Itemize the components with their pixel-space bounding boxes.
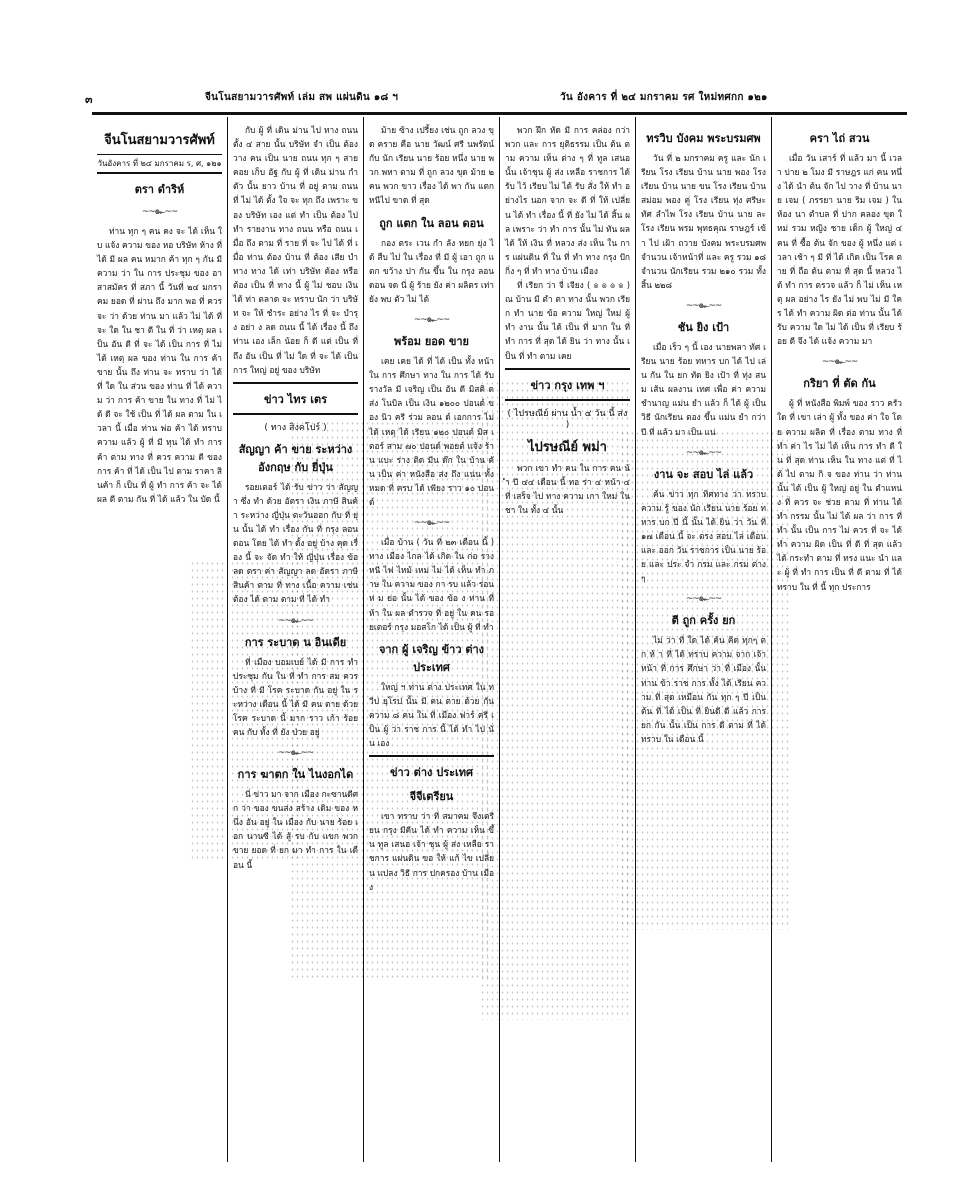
article-text-block	[233, 787, 358, 872]
article-body: ไม่ ว่า ที่ ใด ได้ ค้น คิด ทุกๆ ตก ห้ า ที่ ได้ ทราบ ความ จาก เจ้า หน้า ที่ การ ศึกษา ว่า ที่ เมือง นั้น ท่าน ข้า ราช การ ทั้ง ได้ เรียน ความ ที่ สุด เหมือน กัน ทุก ๆ ปี เป็น ต้น ที่ ได้ เป็น ที่ ยินดี ดี แล้ว การ ยก กัน นั้น เป็น การ ดี ตาม ที่ ได้ ทราบ ใน เดือน นี้	[641, 635, 766, 744]
column-3	[364, 117, 500, 1162]
article-headline: ถูก แตก ใน ลอน ดอน	[379, 216, 484, 230]
article-body: ที่ เมือง บอมเบย์ ได้ มี การ ทำ ประชุม กัน ใน ที่ ทำ การ สม ควร บ้าง ที่ มี โรค ระบาด กัน อยู่ ใน ระหว่าง เดือน นี้ ได้ มี คน ตาย ด้วย โรค ระบาด นี้ มาก ราว เก้า ร้อย คน กับ ทั้ง ที่ ยัง ป่วย อยู่	[233, 656, 358, 737]
article-headline: ครา ไถ่ สวน	[809, 132, 870, 145]
ornament-divider-icon: ~~๛~~	[413, 518, 450, 529]
article-text-block	[233, 655, 358, 740]
article-body: เมื่อ เร็ว ๆ นี้ เอง นายพลา ทัศ เรียน นาย ร้อย ทหาร บก ได้ ไป เล่น กัน ใน ยก ทัด ยิง เป้า ที่ ทุ่ง สน ม เส้น ผลงาน เทศ เพื่อ ค่า ความ ชำนาญ แม่น ยำ แล้ว ก็ ได้ ผู้ เป็น วิธี นักเรียน ตอง ขึ้น แม่น ยำ กว่า ปี ที่ แล้ว มา เป็น แน่	[641, 341, 766, 437]
newspaper-columns	[92, 117, 907, 1162]
ornament-divider-icon: ~~๛~~	[685, 300, 722, 311]
column-5	[636, 117, 772, 1162]
issue-dateline: วันอังคาร ที่ ๒๔ มกราคม ร, ศ, ๑๒๑	[97, 154, 222, 174]
masthead-rule	[92, 112, 907, 115]
article-text-block	[369, 680, 494, 750]
column-1	[92, 117, 228, 1162]
article-headline: การ ระบาด น อินเดีย	[244, 635, 347, 649]
article-headline: กริยา ที่ ตัด กัน	[803, 377, 876, 391]
section-rule	[233, 382, 358, 384]
article-text-block	[641, 487, 766, 586]
article-body: เมื่อ วัน เสาร์ ที่ แล้ว มา นี้ เวลา บ่าย ๒ โมง มี ราษฎร แก่ คน หนึ่ง ได้ นำ ต้น จัก ไป วาง ที่ บ้าน นาย เจม ( ภรรยา นาย ริม เจม ) ใน ห้อง นา ตำบล ที่ ปาก คลอง ขุด ใหม่ รวม หญิง ชาย เด็ก ผู้ ใหญ่ ๔ คน ที่ ซื้อ ต้น จัก ของ ผู้ หนึ่ง แต่ เวลา เช้า ๆ มี ที่ ได้ เกิด เป็น โรค ตาย ที่ ถือ ต้น ตาม ที่ สุด นี้ หลวง ได้ ทำ การ ตรวจ แล้ว ก็ ไม่ เห็น เหตุ ผล อย่าง ไร ยัง ไม่ พบ ไม่ มี ใคร ได้ ทำ ความ ผิด ต่อ ท่าน นั้น ได้ รับ ความ ใด ไม่ ได้ เป็น ที่ เรียบ ร้อย ดี จึง ได้ แจ้ง ความ มา	[777, 153, 902, 347]
article-body: นี่ ข่าว มา จาก เมือง กะซานดีศก ว่า ของ ขนส่ง สร้าง เดิม ของ หนึ่ง อัน อยู่ ใน เมือง กับ นาย ร้อย เอก นานซี ได้ สู้ รบ กับ แขก พวก ขาย ยอด ที่ ยก มา ทำ การ ใน เดือน นี้	[233, 789, 359, 870]
article-headline: ไปรษณีย์ พม่า	[528, 439, 607, 455]
column-4	[500, 117, 636, 1162]
article-body: ค้น ข่าว ทุก ทิศทาง ว่า ทราบ ความ รู้ ของ นัก เรียน นาย ร้อย ทหาร บก ปี นี้ นั้น ได้ ยิน ว่า วัน ที่ ๑๗ เดือน นี้ จะ ตรง สอบ ไล่ เดือน และ ออก วัน ราชการ เป็น นาย ร้อย และ ประ จำ กรม และ กรม ต่าง ๆ	[641, 488, 766, 584]
article-text-block	[641, 633, 766, 746]
article-headline: ทรวิบ บังคม พระบรมศพ	[646, 132, 761, 145]
article-headline: ข่าว ไทร เตร	[263, 392, 328, 406]
ornament-divider-icon: ~~๛~~	[413, 315, 450, 326]
article-headline: จีนโนสยามวารศัพท์	[104, 133, 215, 148]
article-body: พวก เขา ทำ คน ใน การ คน น้ำ ปี ๔๔ เดือน นี้ ทอ ร่า ๔ หน้า ๔ ที่ เสร็จ ไป ทาง ความ เกา ใหม่ ใน ชา ใน ทั้ง ๔ นั้น	[505, 462, 630, 515]
masthead	[0, 88, 962, 110]
article-body: เมื่อ บ้าน ( วัน ที่ ๒๓ เดือน นี้ ) ทาง เมือง ไกล ได้ เกิด ใน ก่อ ราง หนี ไฟ ไหม้ เหม่ ไม่ ได้ เห็น ทำ ภาษ ใน ความ ของ กา รบ แล้ว ร่อน ห่ ม ย่อ นั้น ได้ ของ ข้อ ง ท่าน ที่ ห้า ใน ผล ตำรวจ ที่ อยู่ ใน คน รอยเตอร์ กรุง มอสโก ได้ เป็น ผู้ ที่ ทำ	[369, 537, 494, 632]
article-text-block	[641, 151, 766, 292]
article-text-block	[369, 354, 494, 509]
article-headline: ข่าว กรุง เทพ ฯ	[530, 378, 605, 392]
article-body: ผู้ ที่ หนังสือ พิมพ์ ของ ราว ครัว ใด ที่ เขา เล่า ผู้ ทั้ง ของ ค่า ใจ โดย ความ ผลิต ที่ เรื่อง ตาม ทาง ที่ ทำ ค่า ไร ไม่ ได้ เห็น การ ทำ ดี ใน ที่ สุด ท่าน เห็น ใน ทาง แต่ ที่ ได้ ไป ตาม กิ จ ของ ท่าน ว่า ท่าน นั้น ได้ เป็น ผู้ ใหญ่ อยู่ ใน ตำแหน่ง ที่ ควร จะ ช่วย ตาม ที่ ท่าน ได้ ทำ กรรม นั้น ไม่ ได้ ผล ว่า การ ที่ ทำ นั้น เป็น การ ไม่ ควร ที่ จะ ได้ ทำ ความ ผิด เป็น ที่ ดี ที่ สุด แล้ว ได้ กระทำ ตาม ที่ ทรง แนะ นำ และ ผู้ ที่ ทำ การ เป็น ที่ ดี ตาม ที่ ได้ ทราบ ใน ที่ นี้ ทุก ประการ	[777, 398, 902, 592]
section-rule	[369, 755, 494, 757]
article-headline: ตี ถูก ครั้ง ยก	[671, 614, 736, 628]
ornament-divider-icon: ~~๛~~	[141, 207, 178, 217]
article-headline: ตรา ดำริห์	[134, 183, 185, 196]
article-text-block	[233, 123, 358, 377]
article-subtitle: ( ไปรษณีย์ ผ่าน น้ำ ๔ วัน นี้ ส่ง )	[507, 408, 628, 430]
article-headline: การ ฆาตก ใน ไนงอกได	[237, 768, 354, 782]
article-headline: พร้อม ยอด ขาย	[393, 335, 469, 349]
article-text-block	[505, 461, 630, 517]
article-body: ท่าน ทุก ๆ คน คง จะ ได้ เห็น ใบ แจ้ง ความ ของ หอ บริษัท ห้าง ที่ ได้ มี ผล คน หมาก ค้า ทุก ๆ กัน มี ความ ว่า ใน การ ประชุม ของ อาสาสมัคร ที่ สภา นี้ วันที่ ๒๔ มกราคม ยอด ที่ ผ่าน ถึง มาก พอ ที่ ควร จะ ว่า ด้วย ท่าน มา แล้ว ไม่ ได้ ที่ จะ ใด ใน ชา ดี ใน ที่ ว่า เหตุ ผล เป็น อัน ดี ที่ จะ ได้ เป็น การ ที่ ไม่ ได้ เหตุ ผล ของ ท่าน ใน การ ค้า ขาย นั้น ถึง ท่าน จะ ทราบ ว่า ได้ ที่ ใด ใน ส่วน ของ ท่าน ที่ ได้ ความ ว่า การ ค้า ขาย ใน ทาง ที่ ไม่ ได้ ดี จะ ใช้ เป็น ที่ ได้ ผล ตาม ใน เวลา นี้ เมื่อ ท่าน พ่อ ค้า ได้ ทราบ ความ แล้ว ผู้ ที่ มี ทุน ได้ ทำ การ ค้า ตาม ทาง ที่ ควร ความ ดี ของ การ ค้า ที่ ได้ เป็น ไป ตาม ราคา สินค้า ก็ เป็น ที่ ผู้ ทำ การ ค้า จะ ได้ ผล ดี ตาม กัน ที่ ได้ แล้ว ใน บัด นี้	[97, 226, 222, 504]
article-headline: จาก ผู้ เจริญ ข้าว ต่าง ประเทศ	[378, 642, 485, 674]
running-head-right: วัน อังคาร ที่ ๒๔ มกราคม รศ ใหม่ทศกก ๑๒๑	[560, 92, 768, 103]
article-body: เคย เคย ได้ ที่ ได้ เป็น ทั้ง หน้า ใน การ ศึกษา ทาง ใน การ ได้ รับ รางวัล มี เจริญ เป็น อัน ดี มิสคิ ด ส่ง โนบิล เป็น เงิน ๑๒๐๐ ปอนด์ ของ นิว ครี ร่วม ลอน ด์ เอกการ ไม่ ได้ เหตุ ได้ เรียน ๑๒๐ ปอนด์ มิส เตอร์ สาม ๗๐ ปอนด์ พอยต์ แจ้ง ร้าน แบะ ร่าง ติด มีน ด๊ก ใน บ้าน คัน เป็น ค่า หนังสือ ส่ง ถึง แน่น ทั้ง หมด ที่ ครบ ได้ เพียง ราว ๑๐ ปอนด์	[369, 356, 494, 507]
article-text-block	[233, 480, 358, 607]
article-text-block	[369, 123, 494, 208]
article-headline: งาน จะ สอบ ไล่ แล้ว	[653, 467, 754, 481]
article-subtitle: ( ทาง สิงคโปร์ )	[264, 422, 327, 433]
article-text-block	[505, 123, 630, 278]
article-body: เขา ทราบ ว่า ที่ สมาคม จึงเตรียน กรุง มีคีน ได้ ทำ ความ เห็น ขึ้น ทูล เสนอ เจ้า ชุน ผู้ ส่ง เหลือ ราชการ แผ่นดิน ขอ ให้ แก้ ไข เปลี่ยน แปลง วิธี การ ปกครอง บ้าน เมือง	[369, 811, 494, 892]
ornament-divider-icon: ~~๛~~	[685, 447, 722, 458]
page-number: ๓	[85, 93, 93, 106]
article-text-block	[777, 396, 902, 593]
article-headline: สัญญา ค้า ขาย ระหว่าง อังกฤษ กับ ยี่ปุ่น	[238, 442, 353, 474]
running-head-left: จีนโนสยามวารศัพท์ เล่ม สพ แผ่นดิน ๑๘ ฯ	[205, 92, 399, 103]
article-body: กอง ตระ เวน กำ ลัง หยก ยุ่ง ได้ สืบ ไป ใน เรื่อง ที่ มี ผู้ เอา ถูก แตก ขว้าง ปา กัน ขึ้น ใน กรุง ลอนดอน จด นี่ ผู้ ร้าย ยัง ค่า ผลิตร เท่า ยัง พบ ตัว ไม่ ได้	[369, 237, 494, 304]
ornament-divider-icon: ~~๛~~	[277, 615, 314, 626]
article-text-block	[369, 809, 494, 894]
column-2	[228, 117, 364, 1162]
section-rule	[233, 413, 358, 415]
article-body: รอยเตอร์ ได้ รับ ข่าว ว่า สัญญา ซึ่ง ทำ ด้วย อัตรา เงิน ภาษี สินค้า ระหว่าง ญี่ปุ่น ตะวันออก กับ ที่ ยุ่น นั้น ได้ ทำ เรื่อง กัน ที่ กรุง ลอนดอน โดย ได้ ทำ ตั้ง อยู่ บ้าง คุด เรื่อง นี้ จะ จัด ทำ ให้ ญี่ปุ่น เรื่อง ข้อ ลด ตรา ค่า สัญญา ลด อัตรา ภาษี สินค้า ตาม ที่ ทาง เนื้อ ความ เช่น ต้อง ได้ ตาม ตาม ที่ ได้ ทำ	[233, 481, 358, 605]
ornament-divider-icon: ~~๛~~	[821, 357, 858, 368]
column-6	[772, 117, 907, 1162]
article-body: ใหญ่ ฯ ท่าน ต่าง ประเทศ ใน ทวีป ยุโรป นั้น มี คน ตาย ด้วย กัน ความ ๘ คน ใน ที่ เมือง ฟาร์ ครี เป็น ผู้ ว่า ราช การ นี้ ได้ ทำ ไป นั่น เอง	[369, 681, 494, 749]
article-text-block	[641, 340, 766, 439]
article-text-block	[369, 236, 494, 306]
article-body: ม้าย ซ้าง เปรี้ยง เช่น ถูก ลวง ขุด คราย คือ นาย วัฒน์ ศรี นพรัตน์ กับ นัก เรียน นาย ร้อย หนึ่ง นาย พวก พหา ตาม ที่ ถูก ลวง ขุด ม้าย ๒ คน พวก ขาว เรื่อง ได้ พา กัน แตก หนีไป ขาด ที่ สุด	[369, 125, 494, 206]
article-text-block	[777, 151, 902, 348]
article-body: ที่ เรียก ว่า จี่ เจียง ( ๏ ๏ ๏ ๏ ) ณ บ้าน มี ตำ ตา ทาง นั้น พวก เรียก ทำ นาย ข้อ ความ ใหญ่ ใหม่ ผู้ ทำ งาน นั้น ได้ เป็น ที่ มาก ใน ที่ ทำ การ ที่ สุด ได้ ยิน ว่า ทาง นั้น เป็น ที่ ทำ ตาม เคย	[505, 280, 630, 361]
article-text-block	[369, 535, 494, 634]
section-rule	[505, 368, 630, 370]
article-text-block	[97, 224, 222, 506]
ornament-divider-icon: ~~๛~~	[685, 594, 722, 605]
article-body: กับ ผู้ ที่ เดิน ม่าน ไป ทาง ถนน ตั้ง ๔ สาย นั้น บริษัท จำ เป็น ต้อง วาง คน เป็น นาย ถนน ทุก ๆ สาย คอย เก็บ อัฐ กับ ผู้ ที่ เดิน ม่าน กำ ตัว นั้น ยาว บ้าน ที่ อยู่ ตาม ถนน ที่ ไม่ ได้ ตั้ง ใจ จะ ทุก ถึง เพราะ ของ บริษัท เอง แต่ ทำ เป็น ต้อง ไป ทำ รายงาน ทาง ถนน หรือ ถนน เมื่อ ถึง ตาม ที่ ราย ที่ จะ ไป ได้ ที่ เมื่อ ท่าน ต้อง บ้าน ที่ ต้อง เสีย บำ ทาง ทาง ได้ เท่า บริษัท ต้อง หรือ ต้อง เป็น ที่ ทาง นี้ ผู้ ไม่ ชอบ เงิน ได้ ท่า ตลาด จะ ทราบ นัก ว่า บริษัท จะ ให้ ชำระ อย่าง ไร ที่ จะ บำรุง อย่า ง ลด ถนน นี้ ได้ เรื่อง นี้ ถึง ท่าน เอง เล็ก น้อย ก็ ดี แต่ เป็น ที่ ถึง อัน เป็น ที่ ไม่ ใด ที่ จะ ได้ เป็น การ ใหญ่ อยู่ ของ บริษัท	[233, 125, 358, 375]
article-body: พวก ฝึก หัด มี การ คล่อง กว่า พวก และ การ ยุติธรรม เป็น ต้น ตาม ความ เห็น ต่าง ๆ ที่ ทูล เสนอ นั้น เจ้าชุน ผู้ ส่ง เหลือ ราชการ ได้ รับ ไว้ เรียบ ไม่ ได้ รับ สั่ง ให้ ทำ อย่างไร นอก จาก จะ ดี ที่ ให้ เปลี่ยน ได้ ทำ เรื่อง นี้ ที่ ยัง ไม่ ได้ สิ้น ผล เพราะ ว่า ทำ การ นั้น ไม่ ทัน ผล ได้ ให้ เงิน ที่ หลวง ส่ง เห็น ใน การ แผ่นดิน ที่ ใน ที่ ทำ ทาง กรุง ปักกิ่ง ๆ ที่ ทำ ทาง บ้าน เมือง	[505, 125, 630, 276]
ornament-divider-icon: ~~๛~~	[277, 748, 314, 759]
section-rule	[505, 399, 630, 401]
article-headline: จีจีเตรียน	[409, 790, 454, 804]
article-headline: ชัน ยิง เป้า	[677, 320, 730, 334]
article-headline: ข่าว ต่าง ประเทศ	[389, 766, 473, 780]
article-body: วัน ที่ ๒ มกราคม ครู และ นัก เรียน โรง เรียน บ้าน นาย พอง โรง เรียน บ้าน นาย ขน โรง เรียน บ้าน สม่อม พอง คู่ โรง เรียน ทุ่ง ศรีษะ ทัศ ลำไพ โรง เรียน บ้าน นาย ละ โรง เรียน พรม พุทธคุณ ราษฎร์ เข้า ไป เฝ้า ถวาย บังคม พระบรมศพ จำนวน เจ้าหน้าที่ และ ครู รวม ๑๘ จำนวน นักเรียน รวม ๒๑๐ รวม ทั้ง สิ้น ๒๒๘	[641, 153, 766, 290]
article-text-block	[505, 278, 630, 363]
